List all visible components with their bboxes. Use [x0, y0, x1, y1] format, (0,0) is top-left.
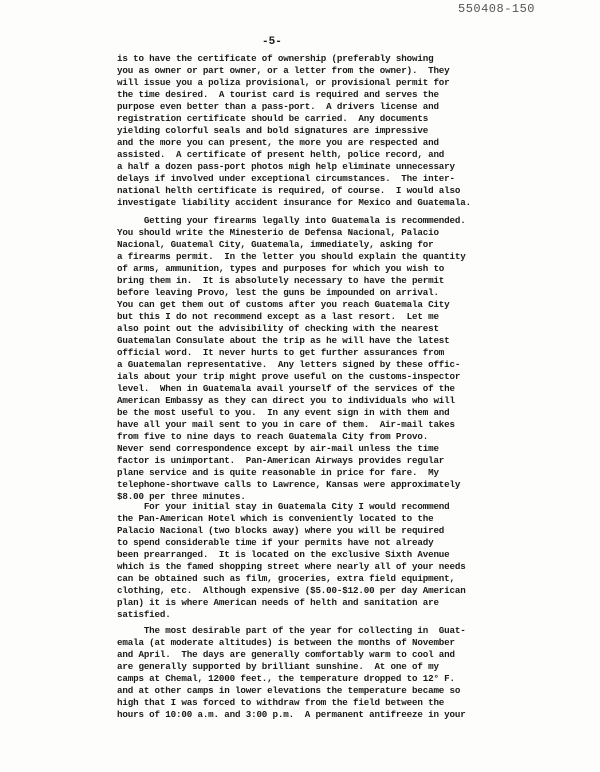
text-line: American Embassy as they can direct you to individuals who will — [117, 395, 455, 406]
text-line: official word. It never hurts to get further assurances from — [117, 347, 445, 358]
text-line: assisted. A certificate of present helth, police record, and — [117, 149, 445, 160]
text-line: high that I was forced to withdraw from the field between the — [117, 697, 445, 708]
text-line: a firearms permit. In the letter you should explain the quantity — [117, 251, 466, 262]
text-line: clothing, etc. Although expensive ($5.00-$12.00 per day American — [117, 585, 466, 596]
text-line: hours of 10:00 a.m. and 3:00 p.m. A permanent antifreeze in your — [117, 709, 466, 720]
text-line: of arms, ammunition, types and purposes for which you wish to — [117, 263, 445, 274]
text-line: Never send correspondence except by air-mail unless the time — [117, 443, 439, 454]
text-line: you as owner or part owner, or a letter from the owner). They — [117, 65, 450, 76]
text-line: bring them in. It is absolutely necessary to have the permit — [117, 275, 445, 286]
text-line: from five to nine days to reach Guatemala City from Provo. — [117, 431, 429, 442]
text-line: registration certificate should be carried. Any documents — [117, 113, 429, 124]
text-line: can be obtained such as film, groceries, extra field equipment, — [117, 573, 455, 584]
text-line: and the more you can present, the more you are respected and — [117, 137, 439, 148]
text-line: $8.00 per three minutes. — [117, 491, 246, 502]
text-line: a Guatemalan representative. Any letters signed by these offic- — [117, 359, 461, 370]
text-line: been prearranged. It is located on the exclusive Sixth Avenue — [117, 549, 450, 560]
text-line: You can get them out of customs after you reach Guatemala City — [117, 299, 450, 310]
text-line: purpose even better than a pass-port. A drivers license and — [117, 101, 439, 112]
text-line: camps at Chemal, 12000 feet., the temperature dropped to 12° F. — [117, 673, 455, 684]
text-line: be the most useful to you. In any event sign in with them and — [117, 407, 450, 418]
text-line: and at other camps in lower elevations the temperature became so — [117, 685, 461, 696]
paragraph-firearms — [117, 215, 509, 503]
text-line: and April. The days are generally comfortably warm to cool and — [117, 649, 455, 660]
text-line: satisfied. — [117, 609, 171, 620]
text-line: the time desired. A tourist card is required and serves the — [117, 89, 439, 100]
text-line: factor is unimportant. Pan-American Airways provides regular — [117, 455, 445, 466]
text-line: which is the famed shopping street where nearly all of your needs — [117, 561, 466, 572]
text-line: national helth certificate is required, of course. I would also — [117, 185, 461, 196]
paragraph-certificates — [117, 53, 509, 209]
paragraph-collecting-season — [117, 625, 509, 721]
text-line: ials about your trip might prove useful on the customs-inspector — [117, 371, 461, 382]
text-line: the Pan-American Hotel which is conveniently located to the — [117, 513, 434, 524]
text-line: emala (at moderate altitudes) is between the months of November — [117, 637, 455, 648]
page-number: -5- — [262, 36, 282, 48]
text-line: plan) it is where American needs of helth and sanitation are — [117, 597, 439, 608]
text-line: delays if involved under exceptional circumstances. The inter- — [117, 173, 455, 184]
paragraph-hotel — [117, 501, 509, 621]
text-line: investigate liability accident insurance for Mexico and Guatemala. — [117, 197, 471, 208]
text-line: to spend considerable time if your permits have not already — [117, 537, 434, 548]
text-line: You should write the Minesterio de Defensa Nacional, Palacio — [117, 227, 439, 238]
text-line: The most desirable part of the year for collecting in Guat- — [117, 625, 466, 636]
text-line: telephone-shortwave calls to Lawrence, Kansas were approximately — [117, 479, 461, 490]
text-line: is to have the certificate of ownership (preferably showing — [117, 53, 434, 64]
text-line: Nacional, Guatemal City, Guatemala, immediately, asking for — [117, 239, 434, 250]
text-line: but this I do not recommend except as a last resort. Let me — [117, 311, 439, 322]
text-line: plane service and is quite reasonable in price for fare. My — [117, 467, 439, 478]
text-line: yielding colorful seals and bold signatures are impressive — [117, 125, 429, 136]
text-line: also point out the advisibility of checking with the nearest — [117, 323, 439, 334]
text-line: before leaving Provo, lest the guns be impounded on arrival. — [117, 287, 439, 298]
text-line: a half a dozen pass-port photos migh help eliminate unnecessary — [117, 161, 455, 172]
text-line: level. When in Guatemala avail yourself of the services of the — [117, 383, 455, 394]
text-line: For your initial stay in Guatemala City I would recommend — [117, 501, 450, 512]
text-line: Getting your firearms legally into Guatemala is recommended. — [117, 215, 466, 226]
text-line: will issue you a poliza provisional, or provisional permit for — [117, 77, 450, 88]
text-line: Palacio Nacional (two blocks away) where you will be required — [117, 525, 445, 536]
text-line: are generally supported by brilliant sunshine. At one of my — [117, 661, 439, 672]
text-line: have all your mail sent to you in care of them. Air-mail takes — [117, 419, 455, 430]
text-line: Guatemalan Consulate about the trip as he will have the latest — [117, 335, 450, 346]
document-id: 550408-150 — [458, 2, 536, 16]
